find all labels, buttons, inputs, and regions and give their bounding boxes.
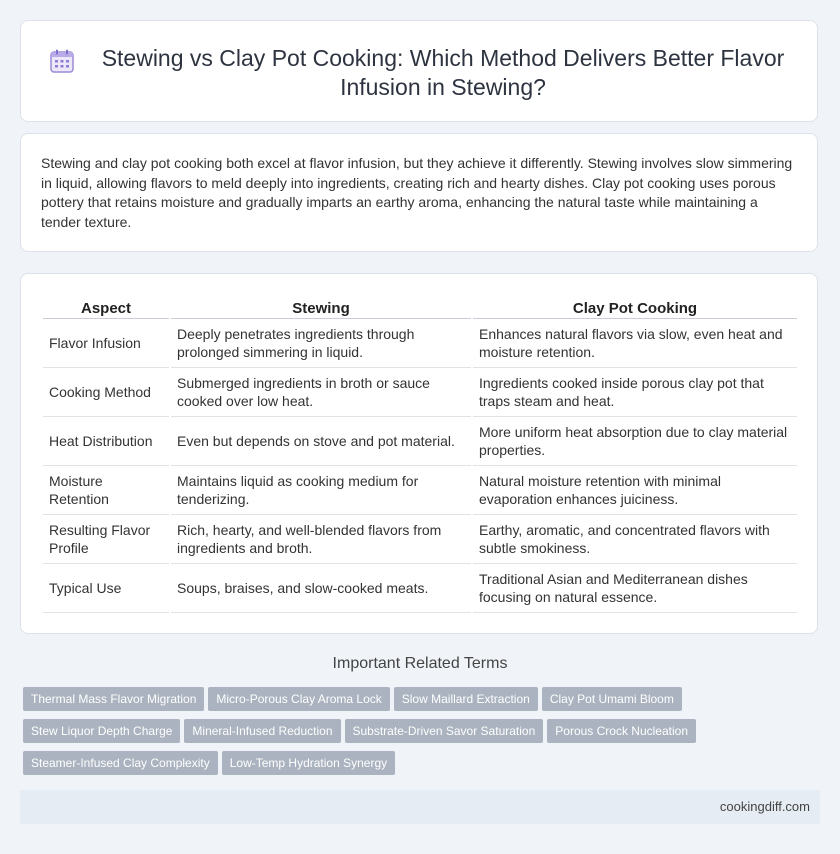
table-row bbox=[43, 319, 797, 368]
calendar-grid-icon bbox=[49, 48, 75, 74]
table-cell-stewing: Deeply penetrates ingredients through prolonged simmering in liquid. bbox=[171, 319, 471, 368]
column-header-aspect: Aspect bbox=[43, 298, 169, 319]
table-header-row bbox=[43, 298, 797, 319]
table-cell-aspect: Flavor Infusion bbox=[43, 319, 169, 368]
table-cell-stewing: Even but depends on stove and pot material. bbox=[171, 417, 471, 466]
table-row bbox=[43, 515, 797, 564]
footer bbox=[20, 790, 820, 824]
page-title: Stewing vs Clay Pot Cooking: Which Method Delivers Better Flavor Infusion in Stewing? bbox=[101, 45, 785, 100]
term-tag[interactable]: Porous Crock Nucleation bbox=[547, 719, 696, 743]
column-header-clay-pot: Clay Pot Cooking bbox=[473, 298, 797, 319]
table-cell-aspect: Heat Distribution bbox=[43, 417, 169, 466]
table-row bbox=[43, 466, 797, 515]
table-cell-clay-pot: Earthy, aromatic, and concentrated flavors with subtle smokiness. bbox=[473, 515, 797, 564]
table-cell-stewing: Rich, hearty, and well-blended flavors from ingredients and broth. bbox=[171, 515, 471, 564]
intro-paragraph: Stewing and clay pot cooking both excel at flavor infusion, but they achieve it differently. Stewing involves slow simmering in liquid, allowing flavors to meld deeply into ingredients, creating rich and hearty dishes. Clay pot cooking uses porous pottery that retains moisture and gradually imparts an earthy aroma, enhancing the natural taste while maintaining a tender texture. bbox=[41, 155, 793, 230]
term-tag[interactable]: Micro-Porous Clay Aroma Lock bbox=[208, 687, 389, 711]
comparison-table-card bbox=[20, 273, 818, 634]
intro-card bbox=[20, 133, 818, 252]
term-tag[interactable]: Clay Pot Umami Bloom bbox=[542, 687, 682, 711]
table-cell-clay-pot: Enhances natural flavors via slow, even heat and moisture retention. bbox=[473, 319, 797, 368]
table-row bbox=[43, 417, 797, 466]
table-cell-clay-pot: Ingredients cooked inside porous clay pot that traps steam and heat. bbox=[473, 368, 797, 417]
table-row bbox=[43, 368, 797, 417]
table-cell-aspect: Moisture Retention bbox=[43, 466, 169, 515]
table-cell-clay-pot: Natural moisture retention with minimal evaporation enhances juiciness. bbox=[473, 466, 797, 515]
column-header-stewing: Stewing bbox=[171, 298, 471, 319]
table-cell-aspect: Typical Use bbox=[43, 564, 169, 613]
table-cell-aspect: Cooking Method bbox=[43, 368, 169, 417]
related-terms-list bbox=[23, 687, 743, 783]
table-cell-clay-pot: More uniform heat absorption due to clay material properties. bbox=[473, 417, 797, 466]
table-cell-stewing: Submerged ingredients in broth or sauce cooked over low heat. bbox=[171, 368, 471, 417]
footer-site-link[interactable]: cookingdiff.com bbox=[719, 799, 810, 814]
term-tag[interactable]: Slow Maillard Extraction bbox=[394, 687, 538, 711]
term-tag[interactable]: Substrate-Driven Savor Saturation bbox=[345, 719, 544, 743]
title-card bbox=[20, 20, 818, 122]
term-tag[interactable]: Mineral-Infused Reduction bbox=[184, 719, 340, 743]
table-cell-aspect: Resulting Flavor Profile bbox=[43, 515, 169, 564]
table-row bbox=[43, 564, 797, 613]
table-cell-stewing: Maintains liquid as cooking medium for tenderizing. bbox=[171, 466, 471, 515]
comparison-table bbox=[41, 298, 799, 613]
term-tag[interactable]: Steamer-Infused Clay Complexity bbox=[23, 751, 218, 775]
table-cell-clay-pot: Traditional Asian and Mediterranean dishes focusing on natural essence. bbox=[473, 564, 797, 613]
term-tag[interactable]: Low-Temp Hydration Synergy bbox=[222, 751, 395, 775]
term-tag[interactable]: Stew Liquor Depth Charge bbox=[23, 719, 180, 743]
table-cell-stewing: Soups, braises, and slow-cooked meats. bbox=[171, 564, 471, 613]
related-terms-title: Important Related Terms bbox=[332, 655, 508, 672]
term-tag[interactable]: Thermal Mass Flavor Migration bbox=[23, 687, 204, 711]
